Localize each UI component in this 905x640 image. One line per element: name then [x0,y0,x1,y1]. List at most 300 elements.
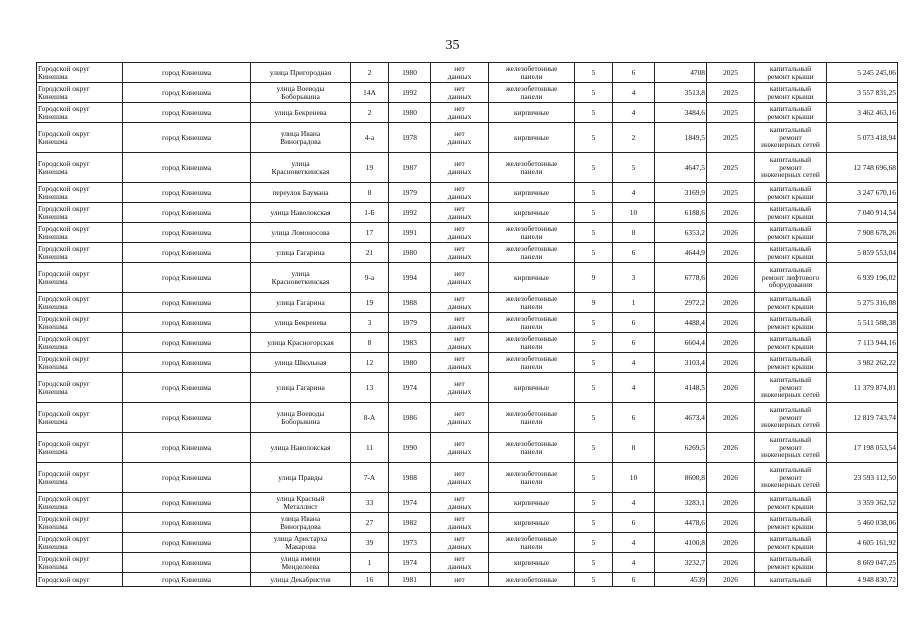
cell-city: город Кинешма [123,333,251,353]
cell-wall-material-line: кирпичные [513,272,550,282]
cell-house-number: 1 [351,553,389,573]
cell-floors: 5 [575,123,613,153]
cell-wall-material [489,403,575,433]
cell-work-type [755,103,827,123]
cell-floors: 5 [575,553,613,573]
cell-work-type [755,353,827,373]
cell-street [251,573,351,587]
cell-plan-year: 2026 [707,313,755,333]
cell-cost: 5 073 418,94 [827,123,898,153]
cell-data-note [431,463,489,493]
cell-house-number: 4-а [351,123,389,153]
cell-data-note [431,223,489,243]
cell-work-type-line: капитальный [769,203,812,213]
cell-district [37,153,123,183]
cell-district [37,333,123,353]
cell-work-type [755,83,827,103]
cell-district-line: Кинешма [38,361,68,371]
cell-floors: 5 [575,103,613,123]
cell-street-line: улица имени [280,553,321,563]
cell-cost: 5 859 553,04 [827,243,898,263]
cell-house-number: 8-А [351,403,389,433]
cell-district-line: Кинешма [38,446,68,456]
cell-data-note-line: нет [454,408,465,418]
cell-floors: 5 [575,493,613,513]
table-row [37,493,898,513]
cell-district-line: Городской округ [38,243,90,253]
cell-street-line: Боборыкина [281,91,320,101]
cell-district-line: Городской округ [38,63,90,73]
cell-cost: 12 819 743,74 [827,403,898,433]
table-row [37,313,898,333]
cell-data-note-line: данных [447,211,472,221]
cell-district-line: Городской округ [38,268,90,278]
cell-street-line: Менделеева [281,561,320,571]
cell-data-note-line: нет [454,378,465,388]
cell-wall-material [489,203,575,223]
cell-data-note-line: данных [447,321,472,331]
cell-work-type [755,183,827,203]
cell-district-line: Городской округ [38,203,90,213]
cell-data-note-line: данных [447,341,472,351]
cell-build-year: 1987 [389,153,431,183]
cell-plan-year: 2026 [707,293,755,313]
cell-wall-material-line: панели [520,361,543,371]
cell-work-type-line: инженерных сетей [761,390,820,400]
cell-data-note-line: нет [454,83,465,93]
cell-city: город Кинешма [123,513,251,533]
cell-cost: 4 605 161,92 [827,533,898,553]
cell-district [37,513,123,533]
cell-street-line: улица Гагарина [276,247,325,257]
housing-repair-table [36,62,898,587]
cell-wall-material-line: железобетонные [505,408,558,418]
cell-street-line: улица Пригородная [269,67,332,77]
cell-area: 4644,9 [655,243,707,263]
cell-street [251,223,351,243]
cell-street [251,463,351,493]
cell-city: город Кинешма [123,553,251,573]
cell-district-line: Городской округ [38,438,90,448]
cell-area: 3169,9 [655,183,707,203]
cell-build-year: 1992 [389,83,431,103]
cell-street [251,103,351,123]
cell-wall-material-line: железобетонные [505,438,558,448]
cell-street-line: улица Гагарина [276,382,325,392]
cell-entrances: 6 [613,513,655,533]
cell-area: 6778,6 [655,263,707,293]
cell-wall-material [489,263,575,293]
cell-build-year: 1983 [389,333,431,353]
cell-district-line: Кинешма [38,111,68,121]
cell-city: город Кинешма [123,373,251,403]
cell-data-note-line: данных [447,446,472,456]
cell-city: город Кинешма [123,153,251,183]
cell-house-number: 14А [351,83,389,103]
cell-area: 1849,5 [655,123,707,153]
cell-wall-material-line: железобетонные [505,158,558,168]
cell-data-note-line: данных [447,541,472,551]
cell-wall-material [489,493,575,513]
cell-wall-material [489,373,575,403]
cell-data-note-line: данных [447,416,472,426]
cell-entrances: 4 [613,83,655,103]
cell-wall-material [489,553,575,573]
cell-area: 6188,6 [655,203,707,223]
cell-city: город Кинешма [123,353,251,373]
cell-entrances: 5 [613,153,655,183]
cell-work-type-line: капитальный [769,243,812,253]
cell-street [251,433,351,463]
cell-data-note-line: нет [454,243,465,253]
cell-district-line: Кинешма [38,386,68,396]
cell-wall-material-line: панели [520,476,543,486]
cell-floors: 5 [575,573,613,587]
cell-district-line: Кинешма [38,341,68,351]
cell-entrances: 4 [613,373,655,403]
cell-work-type-line: ремонт [779,382,802,392]
cell-wall-material [489,293,575,313]
cell-street [251,243,351,263]
cell-floors: 5 [575,183,613,203]
cell-wall-material-line: железобетонные [505,468,558,478]
cell-street-line: Металлист [283,501,318,511]
cell-data-note-line: нет [454,533,465,543]
cell-plan-year: 2026 [707,573,755,587]
cell-wall-material-line: кирпичные [513,107,550,117]
cell-district [37,223,123,243]
cell-work-type [755,63,827,83]
cell-data-note [431,313,489,333]
cell-data-note-line: данных [447,476,472,486]
cell-work-type [755,533,827,553]
cell-wall-material-line: кирпичные [513,207,550,217]
cell-street [251,153,351,183]
cell-wall-material-line: панели [520,321,543,331]
cell-work-type-line: оборудования [768,280,813,290]
cell-floors: 5 [575,433,613,463]
cell-data-note-line: нет [454,223,465,233]
cell-data-note-line: нет [454,468,465,478]
cell-wall-material [489,183,575,203]
cell-wall-material-line: железобетонные [505,313,558,323]
table-row [37,83,898,103]
cell-entrances: 4 [613,103,655,123]
cell-data-note-line: данных [447,71,472,81]
cell-work-type-line: капитальный [769,405,812,415]
cell-district [37,533,123,553]
cell-district [37,183,123,203]
table-row [37,63,898,83]
cell-data-note-line: нет [454,293,465,303]
cell-work-type-line: ремонт [779,132,802,142]
cell-district [37,63,123,83]
cell-work-type [755,333,827,353]
cell-street-line: улица Бекренева [274,317,327,327]
cell-data-note-line: нет [454,333,465,343]
cell-floors: 5 [575,513,613,533]
cell-district [37,463,123,493]
cell-work-type [755,243,827,263]
cell-plan-year: 2025 [707,63,755,83]
cell-street-line: улица Красногорская [267,337,334,347]
cell-street-line: улица Школьная [274,357,327,367]
cell-street [251,123,351,153]
table-row [37,153,898,183]
cell-data-note-line: данных [447,136,472,146]
cell-plan-year: 2026 [707,553,755,573]
cell-work-type [755,493,827,513]
cell-house-number: 16 [351,573,389,587]
cell-area: 4539 [655,573,707,587]
cell-district-line: Городской округ [38,493,90,503]
cell-cost: 5 460 038,06 [827,513,898,533]
cell-district-line: Городской округ [38,408,90,418]
cell-street [251,203,351,223]
cell-house-number: 39 [351,533,389,553]
cell-city: город Кинешма [123,403,251,433]
cell-street-line: Виноградова [280,136,321,146]
cell-district [37,123,123,153]
cell-street-line: Макарова [285,541,316,551]
cell-plan-year: 2026 [707,333,755,353]
cell-wall-material [489,103,575,123]
cell-street [251,313,351,333]
cell-street-line: Красноветкинская [271,166,330,176]
cell-district-line: Городской округ [38,158,90,168]
cell-wall-material-line: железобетонные [505,353,558,363]
cell-district-line: Кинешма [38,276,68,286]
cell-floors: 5 [575,533,613,553]
cell-street [251,533,351,553]
cell-street-line: улица [291,268,310,278]
cell-data-note [431,553,489,573]
cell-street-line: улица Бекренева [274,107,327,117]
cell-work-type-line: ремонт крыши [767,561,814,571]
cell-build-year: 1973 [389,533,431,553]
cell-street-line: Боборыкина [281,416,320,426]
cell-entrances: 10 [613,203,655,223]
cell-floors: 5 [575,243,613,263]
cell-work-type-line: инженерных сетей [761,480,820,490]
cell-district-line: Кинешма [38,166,68,176]
cell-wall-material [489,313,575,333]
cell-wall-material-line: железобетонные [505,533,558,543]
cell-wall-material [489,463,575,493]
cell-street [251,353,351,373]
cell-data-note-line: данных [447,561,472,571]
table-row [37,183,898,203]
cell-entrances: 4 [613,553,655,573]
cell-wall-material-line: панели [520,91,543,101]
cell-area: 3232,7 [655,553,707,573]
cell-wall-material-line: кирпичные [513,557,550,567]
cell-data-note-line: нет [454,553,465,563]
cell-work-type-line: инженерных сетей [761,170,820,180]
cell-district-line: Кинешма [38,211,68,221]
cell-data-note [431,123,489,153]
cell-entrances: 10 [613,463,655,493]
cell-work-type [755,263,827,293]
cell-work-type-line: капитальный [769,223,812,233]
cell-city: город Кинешма [123,313,251,333]
cell-floors: 9 [575,293,613,313]
cell-floors: 5 [575,313,613,333]
cell-plan-year: 2026 [707,353,755,373]
cell-entrances: 4 [613,493,655,513]
table-row [37,373,898,403]
page-number: 35 [445,38,460,53]
cell-wall-material-line: железобетонные [505,83,558,93]
cell-floors: 9 [575,263,613,293]
cell-cost: 5 275 316,08 [827,293,898,313]
cell-floors: 5 [575,153,613,183]
table-row [37,533,898,553]
cell-work-type-line: ремонт крыши [767,541,814,551]
cell-work-type [755,573,827,587]
cell-data-note-line: нет [454,313,465,323]
cell-data-note [431,293,489,313]
cell-area: 6604,4 [655,333,707,353]
cell-build-year: 1980 [389,103,431,123]
cell-area: 4647,5 [655,153,707,183]
cell-district-line: Городской округ [38,83,90,93]
cell-city: город Кинешма [123,533,251,553]
cell-street [251,293,351,313]
cell-build-year: 1979 [389,313,431,333]
cell-wall-material-line: панели [520,231,543,241]
cell-city: город Кинешма [123,203,251,223]
cell-data-note-line: нет [454,353,465,363]
cell-street-line: улица Правды [278,472,323,482]
cell-street-line: улица Гагарина [276,297,325,307]
cell-plan-year: 2025 [707,153,755,183]
cell-street-line: Красноветкинская [271,276,330,286]
cell-work-type [755,293,827,313]
cell-house-number: 21 [351,243,389,263]
cell-street [251,333,351,353]
cell-city: город Кинешма [123,63,251,83]
cell-plan-year: 2026 [707,203,755,223]
cell-district-line: Кинешма [38,136,68,146]
cell-wall-material [489,83,575,103]
cell-work-type-line: ремонт [779,412,802,422]
cell-district [37,293,123,313]
cell-district-line: Городской округ [38,333,90,343]
cell-district-line: Кинешма [38,541,68,551]
cell-work-type-line: капитальный [769,353,812,363]
cell-district [37,83,123,103]
cell-street-line: улица Ивана [280,128,321,138]
table-row [37,123,898,153]
cell-work-type-line: ремонт крыши [767,211,814,221]
cell-entrances: 6 [613,573,655,587]
cell-build-year: 1979 [389,183,431,203]
cell-data-note-line: данных [447,501,472,511]
cell-street-line: улица Декабристов [270,574,331,584]
cell-district-line: Городской округ [38,313,90,323]
cell-district-line: Городской округ [38,533,90,543]
cell-wall-material-line: железобетонные [505,63,558,73]
cell-district [37,313,123,333]
cell-entrances: 1 [613,293,655,313]
cell-build-year: 1994 [389,263,431,293]
cell-data-note [431,243,489,263]
cell-data-note [431,373,489,403]
cell-work-type-line: ремонт [779,162,802,172]
cell-work-type [755,553,827,573]
cell-wall-material-line: кирпичные [513,497,550,507]
cell-work-type-line: капитальный [769,574,812,584]
cell-floors: 5 [575,403,613,433]
cell-plan-year: 2026 [707,513,755,533]
table-row [37,103,898,123]
cell-street [251,263,351,293]
cell-plan-year: 2026 [707,263,755,293]
cell-city: город Кинешма [123,123,251,153]
cell-build-year: 1980 [389,243,431,263]
cell-data-note-line: данных [447,251,472,261]
cell-work-type-line: ремонт крыши [767,91,814,101]
cell-area: 4673,4 [655,403,707,433]
cell-work-type [755,463,827,493]
cell-entrances: 6 [613,403,655,433]
cell-district [37,403,123,433]
cell-data-note [431,183,489,203]
cell-cost: 3 359 362,52 [827,493,898,513]
cell-district-line: Городской округ [38,574,90,584]
cell-district-line: Кинешма [38,71,68,81]
cell-work-type [755,153,827,183]
cell-work-type-line: ремонт крыши [767,521,814,531]
cell-wall-material-line: панели [520,71,543,81]
cell-floors: 5 [575,83,613,103]
cell-entrances: 6 [613,243,655,263]
cell-area: 6353,2 [655,223,707,243]
cell-plan-year: 2026 [707,493,755,513]
cell-work-type-line: ремонт крыши [767,301,814,311]
cell-street-line: улица [291,158,310,168]
cell-data-note [431,83,489,103]
cell-wall-material-line: панели [520,251,543,261]
cell-area: 2972,2 [655,293,707,313]
cell-wall-material-line: панели [520,416,543,426]
cell-work-type-line: инженерных сетей [761,450,820,460]
cell-floors: 5 [575,63,613,83]
cell-build-year: 1980 [389,353,431,373]
cell-cost: 11 379 874,81 [827,373,898,403]
cell-district-line: Городской округ [38,103,90,113]
cell-district-line: Кинешма [38,301,68,311]
cell-build-year: 1991 [389,223,431,243]
cell-data-note-line: данных [447,386,472,396]
cell-data-note-line: данных [447,276,472,286]
cell-work-type [755,313,827,333]
cell-district-line: Городской округ [38,513,90,523]
cell-district [37,243,123,263]
cell-plan-year: 2026 [707,373,755,403]
cell-data-note [431,63,489,83]
cell-house-number: 9-а [351,263,389,293]
cell-work-type-line: ремонт крыши [767,251,814,261]
cell-data-note [431,433,489,463]
cell-entrances: 6 [613,63,655,83]
cell-wall-material [489,533,575,553]
cell-street [251,493,351,513]
cell-city: город Кинешма [123,493,251,513]
cell-district-line: Кинешма [38,416,68,426]
cell-work-type-line: ремонт [779,472,802,482]
